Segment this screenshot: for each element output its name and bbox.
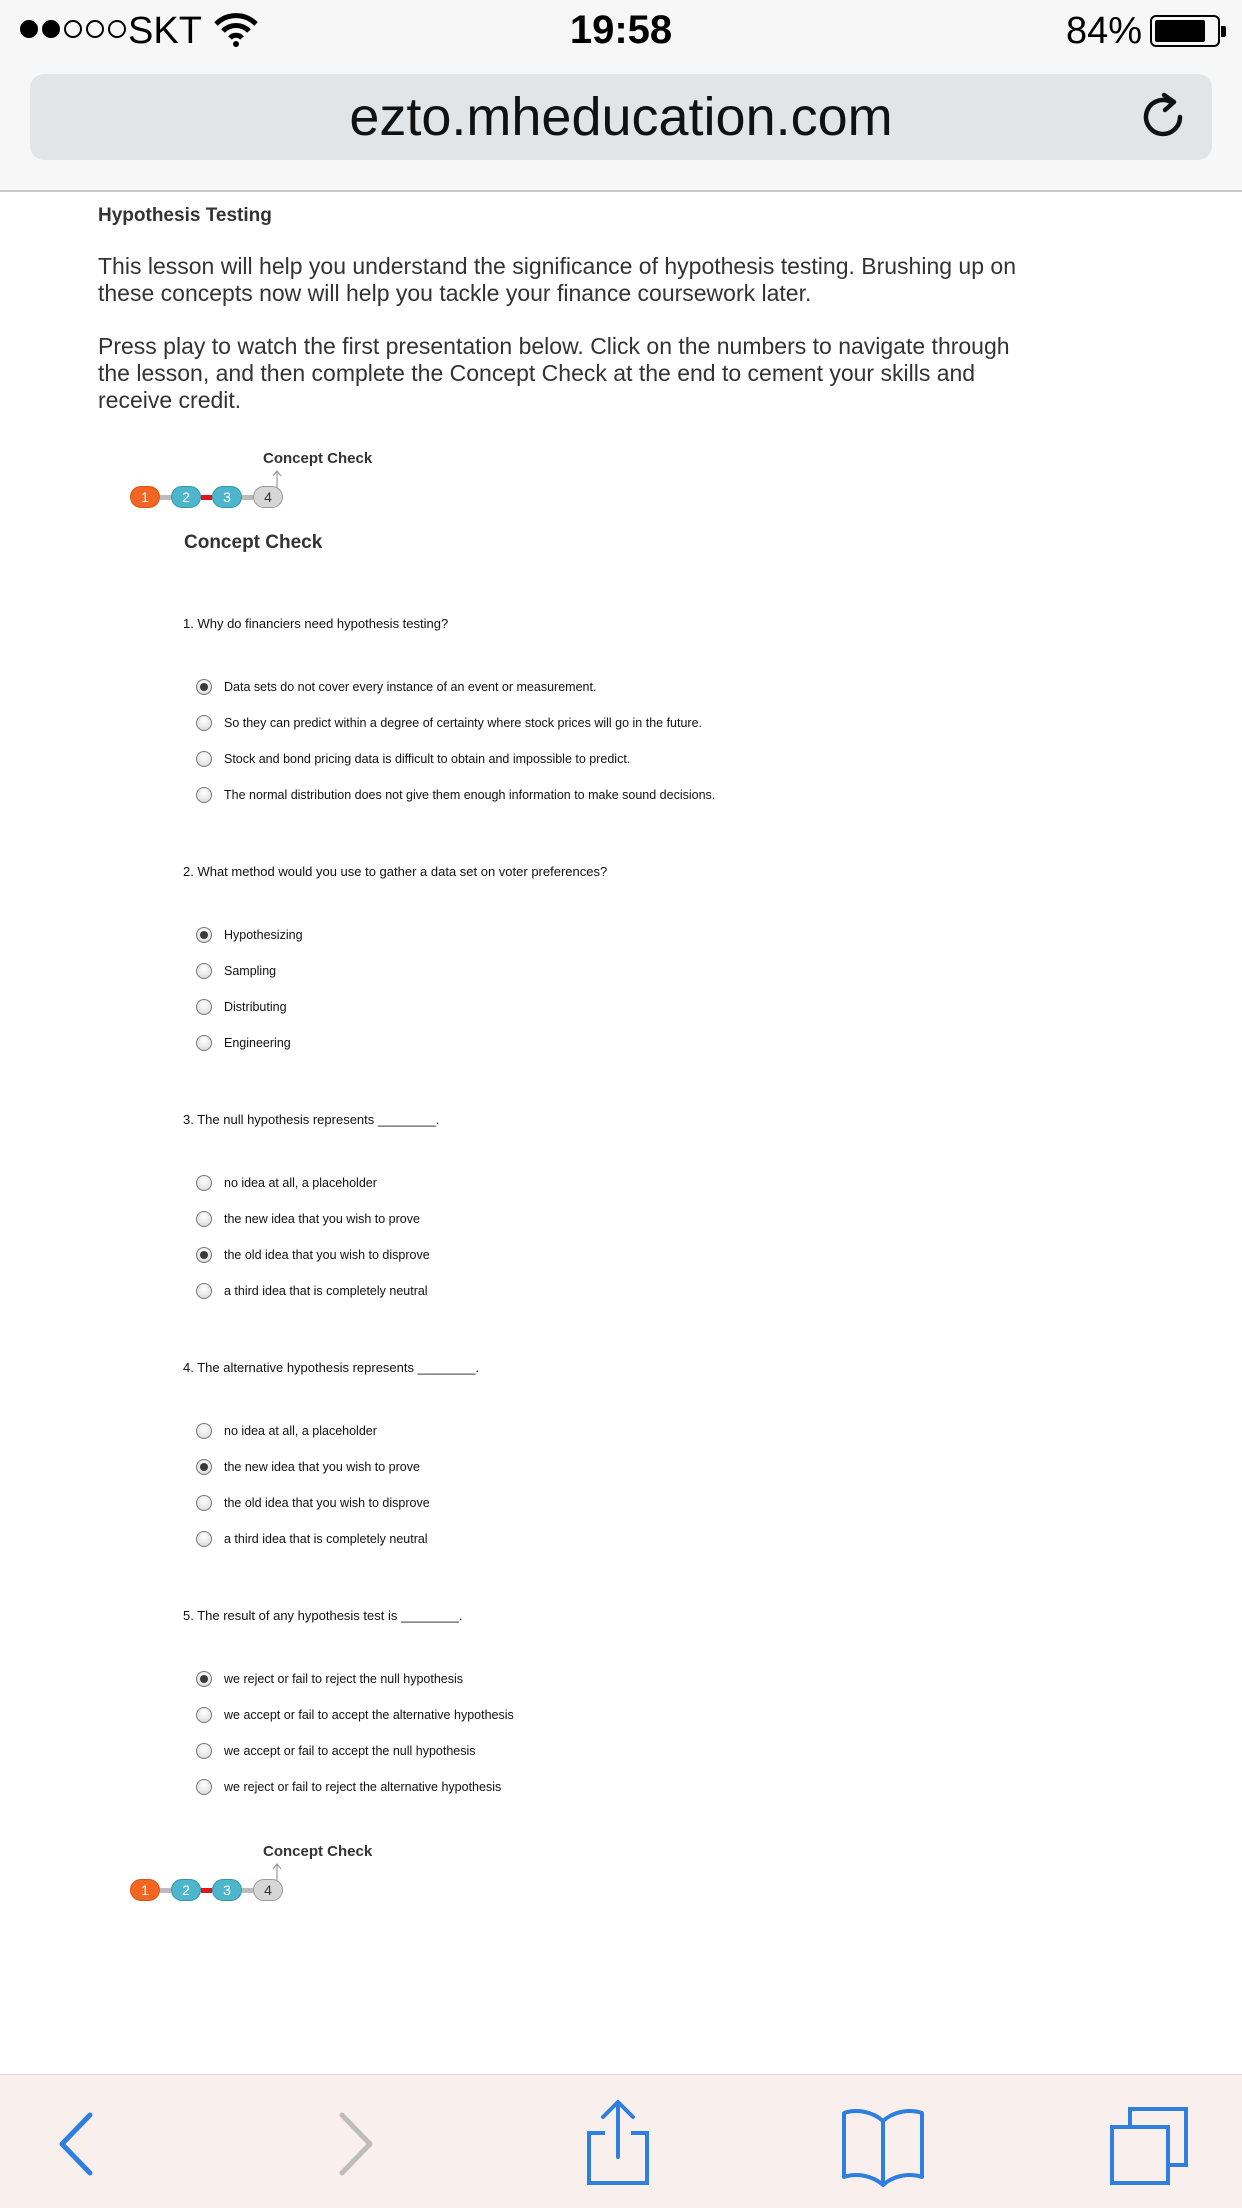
battery-fill (1155, 20, 1205, 42)
answer-options (183, 1661, 1083, 1805)
radio-button[interactable] (196, 787, 212, 803)
answer-label[interactable]: The normal distribution does not give them enough information to make sound decisions. (224, 788, 716, 802)
radio-button[interactable] (196, 1175, 212, 1191)
share-icon[interactable] (573, 2099, 663, 2189)
radio-button[interactable] (196, 679, 212, 695)
forward-icon[interactable] (308, 2099, 398, 2189)
answer-label[interactable]: Hypothesizing (224, 928, 303, 942)
answer-option[interactable] (183, 953, 1083, 989)
answer-option[interactable] (183, 1201, 1083, 1237)
battery-tip (1221, 26, 1226, 37)
answer-options (183, 1165, 1083, 1309)
battery-icon (1150, 15, 1220, 47)
intro-text (98, 253, 1038, 414)
radio-button[interactable] (196, 1707, 212, 1723)
step-connector (201, 495, 212, 500)
radio-button[interactable] (196, 1283, 212, 1299)
answer-option[interactable] (183, 705, 1083, 741)
radio-button[interactable] (196, 1423, 212, 1439)
radio-button[interactable] (196, 963, 212, 979)
answer-option[interactable] (183, 1485, 1083, 1521)
question-text: 1. Why do financiers need hypothesis testing? (183, 616, 449, 631)
answer-option[interactable] (183, 1165, 1083, 1201)
bookmarks-icon[interactable] (838, 2099, 928, 2189)
answer-label[interactable]: a third idea that is completely neutral (224, 1532, 428, 1546)
step-2-button[interactable]: 2 (171, 1879, 201, 1901)
tabs-icon[interactable] (1104, 2099, 1194, 2189)
answer-option[interactable] (183, 917, 1083, 953)
answer-label[interactable]: no idea at all, a placeholder (224, 1176, 377, 1190)
answer-option[interactable] (183, 1769, 1083, 1805)
intro-paragraph: This lesson will help you understand the significance of hypothesis testing. Brushing up on these concepts now will help you tackle your finance coursework later. (98, 253, 1016, 306)
answer-label[interactable]: we reject or fail to reject the null hypothesis (224, 1672, 464, 1686)
answer-label[interactable]: Data sets do not cover every instance of an event or measurement. (224, 680, 597, 694)
answer-label[interactable]: Sampling (224, 964, 277, 978)
answer-label[interactable]: we reject or fail to reject the alternative hypothesis (224, 1780, 502, 1794)
answer-options (183, 917, 1083, 1061)
step-3-button[interactable]: 3 (212, 486, 242, 508)
step-4-button[interactable]: 4 (253, 1879, 283, 1901)
back-icon[interactable] (34, 2099, 124, 2189)
answer-option[interactable] (183, 1697, 1083, 1733)
answer-label[interactable]: the new idea that you wish to prove (224, 1212, 420, 1226)
status-bar (0, 0, 1242, 62)
step-4-button[interactable]: 4 (253, 486, 283, 508)
reload-icon[interactable] (1136, 90, 1190, 144)
radio-button[interactable] (196, 1247, 212, 1263)
step-2-button[interactable]: 2 (171, 486, 201, 508)
question-text: 4. The alternative hypothesis represents ________. (183, 1360, 480, 1375)
page-title: Hypothesis Testing (98, 205, 272, 226)
answer-option[interactable] (183, 989, 1083, 1025)
radio-button[interactable] (196, 1671, 212, 1687)
lesson-navigator-bottom (130, 1843, 373, 1913)
step-connector (160, 495, 171, 500)
radio-button[interactable] (196, 715, 212, 731)
answer-option[interactable] (183, 1413, 1083, 1449)
radio-button[interactable] (196, 1459, 212, 1475)
answer-option[interactable] (183, 741, 1083, 777)
radio-button[interactable] (196, 1743, 212, 1759)
answer-label[interactable]: the new idea that you wish to prove (224, 1460, 420, 1474)
page-content (98, 205, 1038, 414)
step-connector (242, 1888, 253, 1893)
browser-toolbar (0, 2074, 1242, 2208)
answer-label[interactable]: Stock and bond pricing data is difficult to obtain and impossible to predict. (224, 752, 631, 766)
answer-option[interactable] (183, 777, 1083, 813)
answer-label[interactable]: Distributing (224, 1000, 287, 1014)
radio-button[interactable] (196, 927, 212, 943)
answer-option[interactable] (183, 1237, 1083, 1273)
answer-label[interactable]: we accept or fail to accept the alternative hypothesis (224, 1708, 514, 1722)
question-block (183, 864, 1083, 1061)
radio-button[interactable] (196, 1211, 212, 1227)
answer-option[interactable] (183, 1733, 1083, 1769)
question-text: 2. What method would you use to gather a data set on voter preferences? (183, 864, 608, 879)
step-3-button[interactable]: 3 (212, 1879, 242, 1901)
answer-options (183, 1413, 1083, 1557)
question-block (183, 1608, 1083, 1805)
question-text: 3. The null hypothesis represents ________. (183, 1112, 440, 1127)
clock: 19:58 (569, 8, 673, 52)
lesson-navigator-top (130, 450, 373, 520)
radio-button[interactable] (196, 751, 212, 767)
answer-label[interactable]: we accept or fail to accept the null hypothesis (224, 1744, 476, 1758)
navigator-label: Concept Check (263, 1843, 373, 1860)
intro-paragraph: Press play to watch the first presentation below. Click on the numbers to navigate through the lesson, and then complete the Concept Check at the end to cement your skills and receive credit. (98, 333, 1010, 413)
answer-label[interactable]: Engineering (224, 1036, 291, 1050)
answer-label[interactable]: a third idea that is completely neutral (224, 1284, 428, 1298)
answer-label[interactable]: the old idea that you wish to disprove (224, 1248, 430, 1262)
answer-label[interactable]: no idea at all, a placeholder (224, 1424, 377, 1438)
answer-option[interactable] (183, 1025, 1083, 1061)
radio-button[interactable] (196, 1779, 212, 1795)
step-connector (201, 1888, 212, 1893)
answer-option[interactable] (183, 1449, 1083, 1485)
answer-label[interactable]: the old idea that you wish to disprove (224, 1496, 430, 1510)
question-block (183, 1112, 1083, 1309)
question-text: 5. The result of any hypothesis test is ________. (183, 1608, 463, 1623)
answer-option[interactable] (183, 1521, 1083, 1557)
question-block (183, 1360, 1083, 1557)
answer-label[interactable]: So they can predict within a degree of certainty where stock prices will go in the future. (224, 716, 703, 730)
url-text[interactable]: ezto.mheducation.com (349, 87, 893, 147)
navigator-label: Concept Check (263, 450, 373, 467)
step-connector (242, 495, 253, 500)
battery-percentage: 84% (1065, 10, 1142, 52)
radio-button[interactable] (196, 1035, 212, 1051)
radio-button[interactable] (196, 1531, 212, 1547)
step-list (130, 1879, 283, 1901)
address-bar[interactable] (30, 74, 1212, 160)
browser-chrome (0, 0, 1242, 192)
concept-check-heading: Concept Check (184, 532, 323, 553)
radio-button[interactable] (196, 1495, 212, 1511)
step-1-button[interactable]: 1 (130, 486, 160, 508)
answer-option[interactable] (183, 1273, 1083, 1309)
step-1-button[interactable]: 1 (130, 1879, 160, 1901)
step-connector (160, 1888, 171, 1893)
answer-option[interactable] (183, 1661, 1083, 1697)
carrier-name: SKT (128, 10, 202, 52)
radio-button[interactable] (196, 999, 212, 1015)
answer-option[interactable] (183, 669, 1083, 705)
step-list (130, 486, 283, 508)
answer-options (183, 669, 1083, 813)
question-block (183, 616, 1083, 813)
